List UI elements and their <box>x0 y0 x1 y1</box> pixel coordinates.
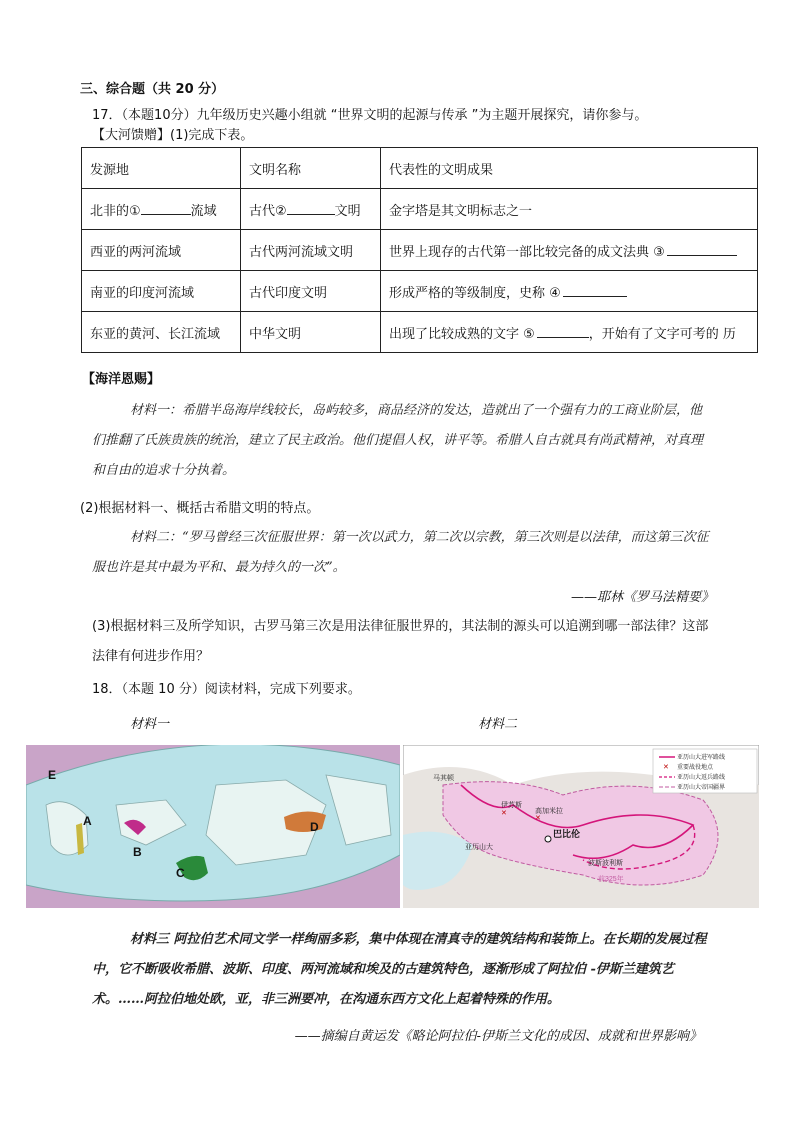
yellow-river-region <box>284 811 326 832</box>
place-persepolis: 波斯波利斯 <box>588 860 623 867</box>
table-cell <box>241 189 381 230</box>
material-3-text <box>92 925 712 1015</box>
answer-blank-4[interactable] <box>563 284 627 297</box>
table-header: 发源地 <box>82 148 241 189</box>
table-cell: 古代两河流域文明 <box>241 230 381 271</box>
cell-text: 流域 <box>190 203 217 219</box>
alexander-campaign-map <box>403 745 759 908</box>
table-row <box>82 271 758 312</box>
sea-section-label: 【海洋恩赐】 <box>82 372 161 387</box>
place-alexandria: 亚历山大 <box>465 844 493 851</box>
legend-swatch-battle: ✕ <box>663 764 669 771</box>
river-civilizations-map <box>26 745 400 908</box>
table-cell: 古代印度文明 <box>241 271 381 312</box>
table-header: 代表性的文明成果 <box>381 148 758 189</box>
cell-text: 形成严格的等级制度，史称 ④ <box>389 285 561 301</box>
table-cell: 金字塔是其文明标志之一 <box>381 189 758 230</box>
cell-text: 古代② <box>249 203 287 219</box>
material-1-body: 材料一：希腊半岛海岸线较长，岛屿较多，商品经济的发达，造就出了一个强有力的工商业阶层，他们推翻了氏族贵族的统治，建立了民主政治。他们提倡人权，讲平等。希腊人自古就具有尚武精神，对真理和自由的追求十分执着。 <box>92 403 704 478</box>
cell-text: 出现了比较成熟的文字 ⑤ <box>389 326 535 342</box>
cell-text: ，开始有了文字可考的 历 <box>588 326 736 342</box>
table-cell <box>381 271 758 312</box>
babylon-marker <box>545 836 551 842</box>
material-3-body: 材料三 阿拉伯艺术同文学一样绚丽多彩，集中体现在清真寺的建筑结构和装饰上。在长期的发展过程中，它不断吸收希腊、波斯、印度、两河流域和埃及的古建筑特色，逐渐形成了阿拉伯 -伊斯兰建筑艺术。……阿拉伯地处欧，亚，非三洲要冲，在沟通东西方文化上起着特殊的作用。 <box>92 932 707 1007</box>
table-header: 文明名称 <box>241 148 381 189</box>
material-2-body: 材料二：“罗马曾经三次征服世界：第一次以武力，第二次以宗教，第三次则是以法律，而这第三次征服也许是其中最为平和、最为持久的一次”。 <box>92 530 709 575</box>
table-cell: 中华文明 <box>241 312 381 353</box>
table-cell <box>82 189 241 230</box>
legend-label: 亚历山大进军路线 <box>677 755 726 761</box>
civilization-table <box>81 147 758 353</box>
place-issus: 伊苏斯 <box>501 802 522 809</box>
legend-label: 亚历山大返兵路线 <box>677 775 726 781</box>
map-letter-e: E <box>48 768 57 782</box>
answer-blank-5[interactable] <box>537 325 589 338</box>
part2-question: (2)根据材料一、概括古希腊文明的特点。 <box>80 501 320 516</box>
table-cell <box>381 230 758 271</box>
battle-marker: ✕ <box>535 815 541 822</box>
material-3-source: ——摘编自黄运发《略论阿拉伯-伊斯兰文化的成因、成就和世界影响》 <box>294 1029 702 1044</box>
answer-blank-2[interactable] <box>287 202 335 215</box>
cell-text: 世界上现存的古代第一部比较完备的成文法典 ③ <box>389 244 665 260</box>
table-cell: 南亚的印度河流域 <box>82 271 241 312</box>
answer-blank-3[interactable] <box>667 243 737 256</box>
place-gaugamela: 高加米拉 <box>535 808 563 815</box>
material-2-label: 材料二 <box>478 717 518 732</box>
question-18-stem: 18．（本题 10 分）阅读材料，完成下列要求。 <box>92 682 361 697</box>
material-2-text <box>92 523 712 583</box>
part3-question <box>92 612 712 672</box>
table-row <box>82 189 758 230</box>
part3-body: (3)根据材料三及所学知识，古罗马第三次是用法律征服世界的，其法制的源头可以追溯到哪一部法律？这部法律有何进步作用？ <box>92 619 709 664</box>
table-cell: 西亚的两河流域 <box>82 230 241 271</box>
cell-text: 北非的① <box>90 203 141 219</box>
map-letter-c: C <box>176 866 185 880</box>
table-header-row <box>82 148 758 189</box>
table-cell: 东亚的黄河、长江流域 <box>82 312 241 353</box>
map-letter-a: A <box>83 814 92 828</box>
cell-text: 文明 <box>334 203 361 219</box>
map-legend <box>653 749 757 793</box>
material-1-text <box>92 396 712 486</box>
year-label: 前325年 <box>598 876 624 883</box>
legend-label: 重要战役地点 <box>677 765 714 771</box>
table-row <box>82 312 758 353</box>
battle-marker: ✕ <box>501 810 507 817</box>
map-letter-b: B <box>133 845 142 859</box>
material-2-source: ——耶林《罗马法精要》 <box>570 590 714 605</box>
answer-blank-1[interactable] <box>141 202 191 215</box>
table-row <box>82 230 758 271</box>
part1-label: 【大河馈赠】(1)完成下表。 <box>92 128 254 143</box>
map-letter-d: D <box>310 820 319 834</box>
table-cell <box>381 312 758 353</box>
section-title: 三、综合题（共 20 分） <box>80 82 225 97</box>
question-17-stem: 17．（本题10分）九年级历史兴趣小组就 “世界文明的起源与传承 ”为主题开展探究，请你参与。 <box>92 108 648 123</box>
place-babylon: 巴比伦 <box>553 829 581 839</box>
material-1-label: 材料一 <box>130 717 170 732</box>
place-macedonia: 马其顿 <box>433 775 454 782</box>
legend-label: 亚历山大帝国疆界 <box>677 785 726 791</box>
